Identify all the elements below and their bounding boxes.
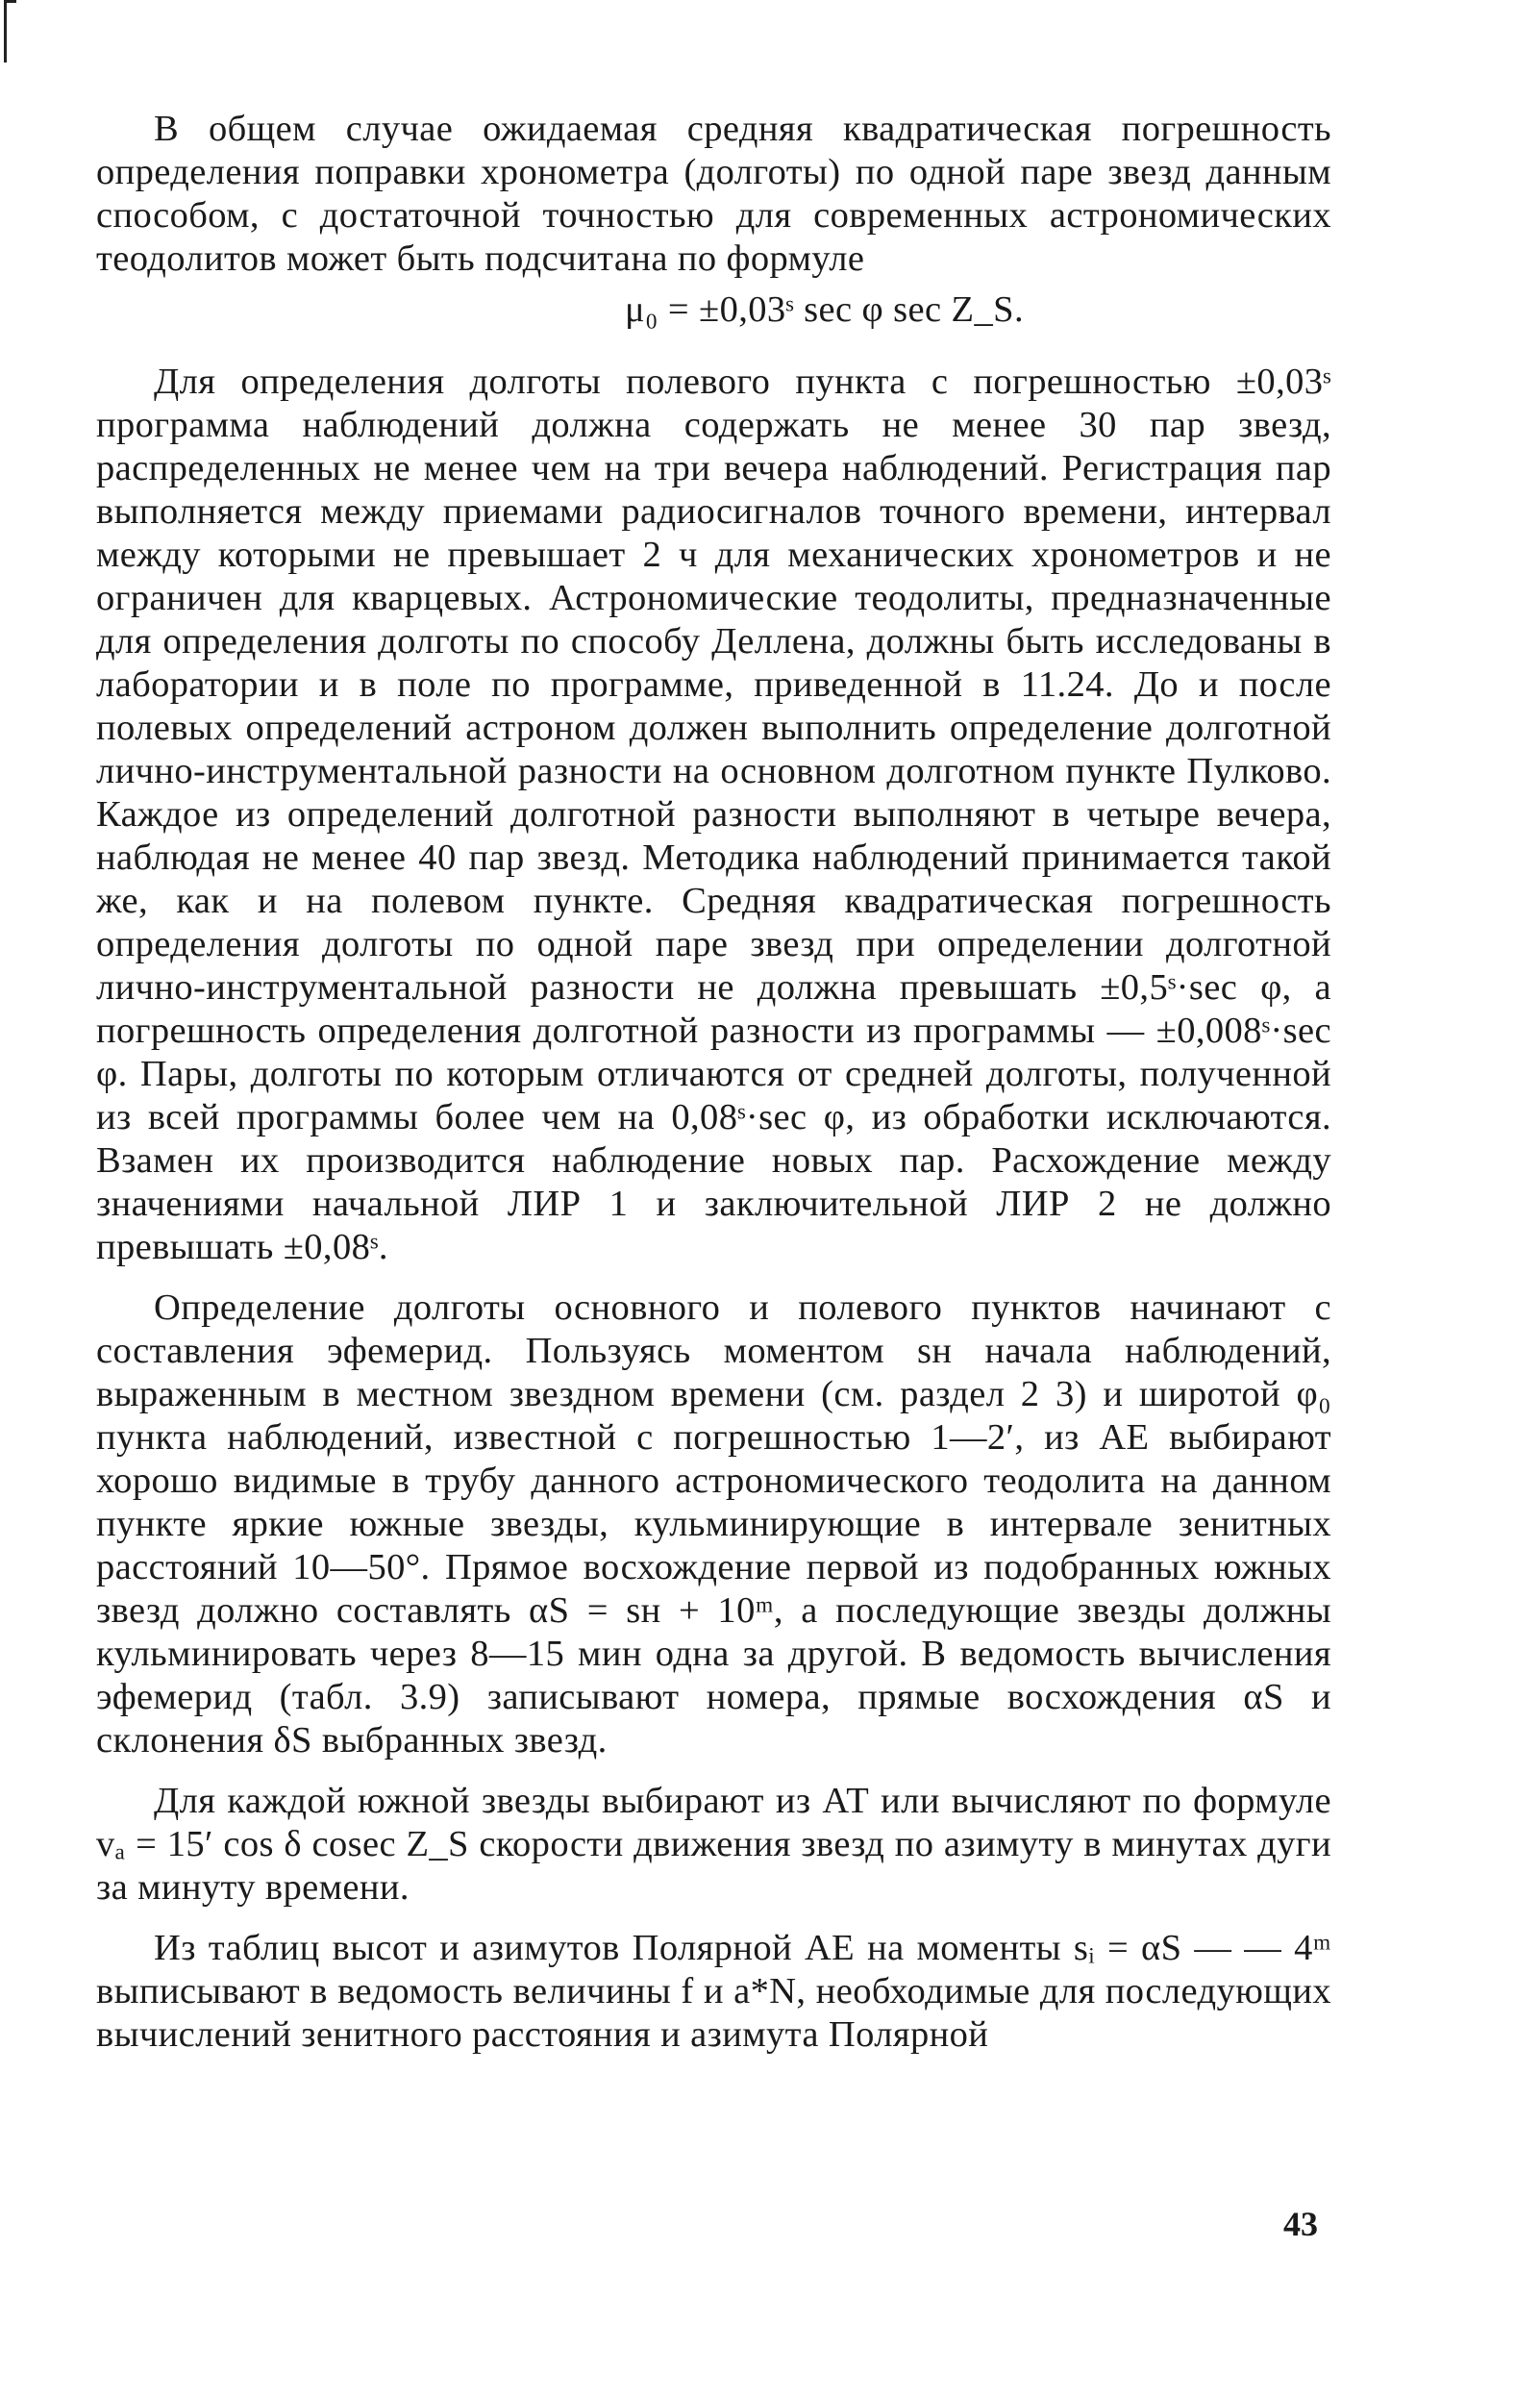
paragraph-ephemeris: Определение долготы основного и полевого пунктов начинают с составления эфемерид. Пользуясь моментом sн начала наблюдений, выраженным в местном звездном времени (см. раздел 2 3) и широтой φ₀ пункта наблюдений, известной с погрешностью 1—2′, из АЕ выбирают хорошо видимые в трубу данного астрономического теодолита на данном пункте яркие южные звезды, кульминирующие в интервале зенитных расстояний 10—50°. Прямое восхождение первой из подобранных южных звезд должно составлять αS = sн + 10ᵐ, а последующие звезды должны кульминировать через 8—15 мин одна за другой. В ведомость вычисления эфемерид (табл. 3.9) записывают номера, прямые восхождения αS и склонения δS выбранных звезд. bbox=[96, 1287, 1331, 1761]
paragraph-observation-program: Для определения долготы полевого пункта с погрешностью ±0,03ˢ программа наблюдений должна содержать не менее 30 пар звезд, распределенных не менее чем на три вечера наблюдений. Регистрация пар выполняется между приемами радиосигналов точного времени, интервал между которыми не превышает 2 ч для механических хронометров и не ограничен для кварцевых. Астрономические теодолиты, предназначенные для определения долготы по способу Деллена, должны быть исследованы в лаборатории и в поле по программе, приведенной в 11.24. До и после полевых определений астроном должен выполнить определение долготной лично-инструментальной разности на основном долготном пункте Пулково. Каждое из определений долготной разности выполняют в четыре вечера, наблюдая не менее 40 пар звезд. Методика наблюдений принимается такой же, как и на полевом пункте. Средняя квадратическая погрешность определения долготы по одной паре звезд при определении долготной лично-инструментальной разности не должна превышать ±0,5ˢ·sec φ, а погрешность определения долготной разности из программы — ±0,008ˢ·sec φ. Пары, долготы по которым отличаются от средней долготы, полученной из всей программы более чем на 0,08ˢ·sec φ, из обработки исключаются. Взамен их производится наблюдение новых пар. Расхождение между значениями начальной ЛИР 1 и заключительной ЛИР 2 не должно превышать ±0,08ˢ. bbox=[96, 362, 1331, 1267]
document-page bbox=[96, 108, 1331, 2057]
paragraph-azimuth-speed: Для каждой южной звезды выбирают из АТ или вычисляют по формуле vₐ = 15′ cos δ cosec Z_S скорости движения звезд по азимуту в минутах дуги за минуту времени. bbox=[96, 1781, 1331, 1908]
paragraph-error-estimate: В общем случае ожидаемая средняя квадратическая погрешность определения поправки хронометра (долготы) по одной паре звезд данным способом, с достаточной точностью для современных астрономических теодолитов может быть подсчитана по формуле bbox=[96, 109, 1331, 279]
scan-edge-mark bbox=[4, 0, 16, 62]
paragraph-polaris-tables: Из таблиц высот и азимутов Полярной АЕ на моменты sᵢ = αS — — 4ᵐ выписывают в ведомость величины f и a*N, необходимые для последующих вычислений зенитного расстояния и азимута Полярной bbox=[96, 1928, 1331, 2055]
page-number: 43 bbox=[1283, 2205, 1318, 2243]
formula-mean-square-error: μ₀ = ±0,03ˢ sec φ sec Z_S. bbox=[625, 289, 1024, 330]
